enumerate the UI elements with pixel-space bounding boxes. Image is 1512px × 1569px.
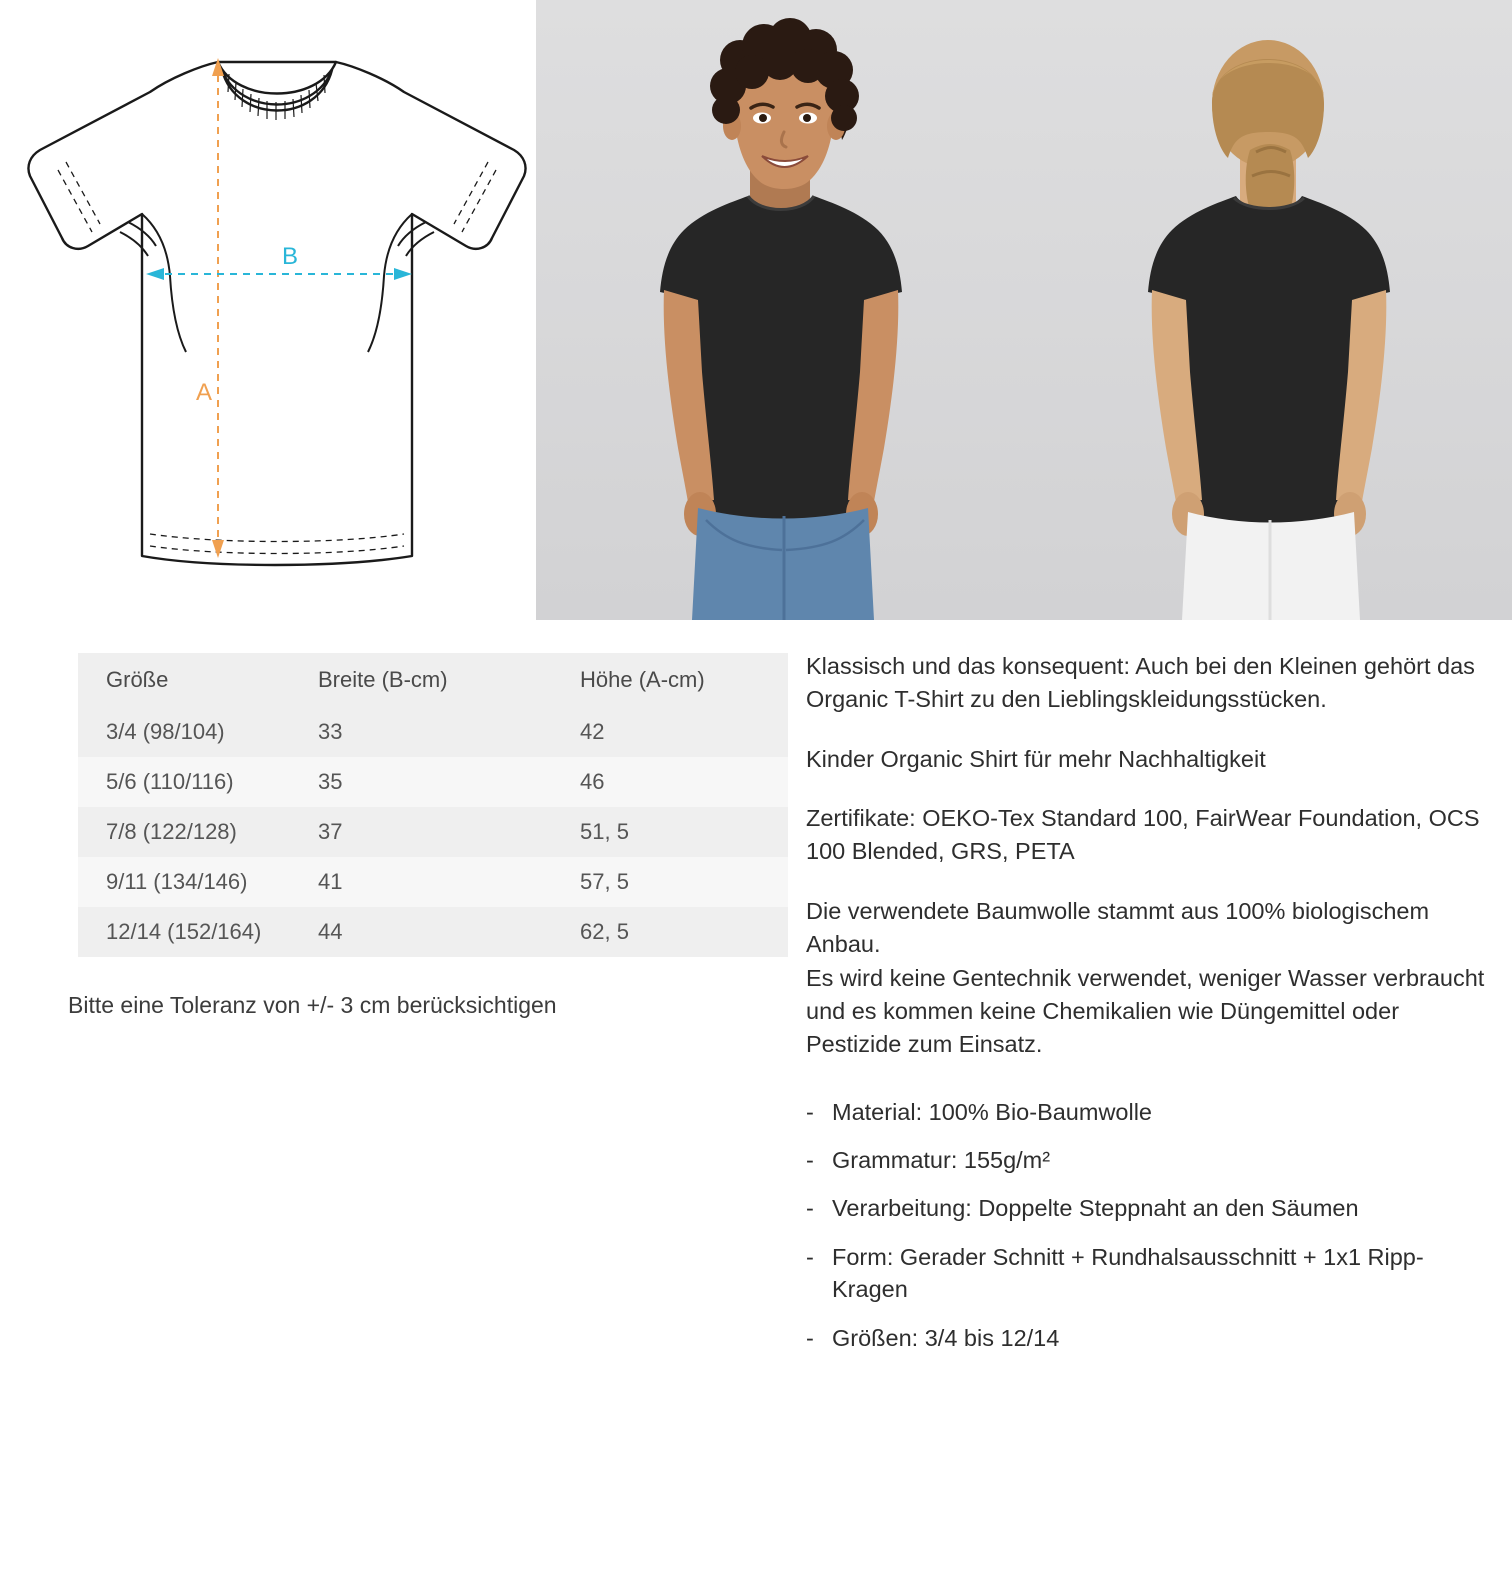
- width-label: B: [282, 243, 299, 270]
- spec-sizes: Größen: 3/4 bis 12/14: [832, 1324, 1060, 1351]
- list-item: [806, 1096, 1486, 1128]
- cell-height: 51, 5: [552, 807, 788, 857]
- cell-width: 35: [290, 757, 552, 807]
- cell-size: 12/14 (152/164): [78, 907, 290, 957]
- column-header-height: Höhe (A-cm): [552, 653, 788, 707]
- spec-processing: Verarbeitung: Doppelte Steppnaht an den Säumen: [832, 1195, 1359, 1222]
- size-table: [78, 653, 788, 957]
- table-row: [78, 757, 788, 807]
- bullet-dash-icon: -: [806, 1098, 814, 1125]
- height-label: A: [196, 379, 213, 406]
- cell-width: 44: [290, 907, 552, 957]
- column-header-size: Größe: [78, 653, 290, 707]
- table-row: [78, 807, 788, 857]
- tshirt-measurement-diagram: [0, 0, 536, 620]
- cell-height: 42: [552, 707, 788, 757]
- list-item: [806, 1144, 1486, 1176]
- cell-width: 41: [290, 857, 552, 907]
- description-certificates: Zertifikate: OEKO-Tex Standard 100, FairWear Foundation, OCS 100 Blended, GRS, PETA: [806, 805, 1480, 865]
- cell-height: 57, 5: [552, 857, 788, 907]
- table-row: [78, 707, 788, 757]
- cell-size: 3/4 (98/104): [78, 707, 290, 757]
- cell-width: 33: [290, 707, 552, 757]
- cell-size: 9/11 (134/146): [78, 857, 290, 907]
- spec-weight: Grammatur: 155g/m²: [832, 1147, 1051, 1174]
- description-cotton-origin: Die verwendete Baumwolle stammt aus 100% biologischem Anbau.: [806, 897, 1430, 958]
- product-images-row: [0, 0, 1512, 620]
- tolerance-note: Bitte eine Toleranz von +/- 3 cm berücksichtigen: [68, 992, 557, 1018]
- table-row: [78, 907, 788, 957]
- size-table-wrapper: [78, 653, 788, 957]
- list-item: [806, 1241, 1486, 1306]
- cell-size: 5/6 (110/116): [78, 757, 290, 807]
- bullet-dash-icon: -: [806, 1147, 814, 1174]
- description-intro: Klassisch und das konsequent: Auch bei den Kleinen gehört das Organic T-Shirt zu den Lieblingskleidungsstücken.: [806, 653, 1475, 713]
- cell-height: 62, 5: [552, 907, 788, 957]
- table-row: [78, 857, 788, 907]
- product-description: [806, 650, 1486, 1370]
- list-item: [806, 1322, 1486, 1354]
- bullet-dash-icon: -: [806, 1195, 814, 1222]
- product-photo-front: [536, 0, 1024, 620]
- list-item: [806, 1192, 1486, 1224]
- product-photo-back: [1024, 0, 1512, 620]
- spec-material: Material: 100% Bio-Baumwolle: [832, 1098, 1153, 1125]
- cell-width: 37: [290, 807, 552, 857]
- bullet-dash-icon: -: [806, 1324, 814, 1351]
- spec-form: Form: Gerader Schnitt + Rundhalsausschnitt + 1x1 Ripp-Kragen: [832, 1243, 1424, 1303]
- cell-height: 46: [552, 757, 788, 807]
- table-header-row: [78, 653, 788, 707]
- column-header-width: Breite (B-cm): [290, 653, 552, 707]
- description-subtitle: Kinder Organic Shirt für mehr Nachhaltigkeit: [806, 745, 1266, 772]
- product-specs-list: [806, 1096, 1486, 1355]
- bullet-dash-icon: -: [806, 1243, 814, 1270]
- description-cotton-process: Es wird keine Gentechnik verwendet, weniger Wasser verbraucht und es kommen keine Chemikalien wie Düngemittel oder Pestizide zum Einsatz.: [806, 964, 1485, 1058]
- cell-size: 7/8 (122/128): [78, 807, 290, 857]
